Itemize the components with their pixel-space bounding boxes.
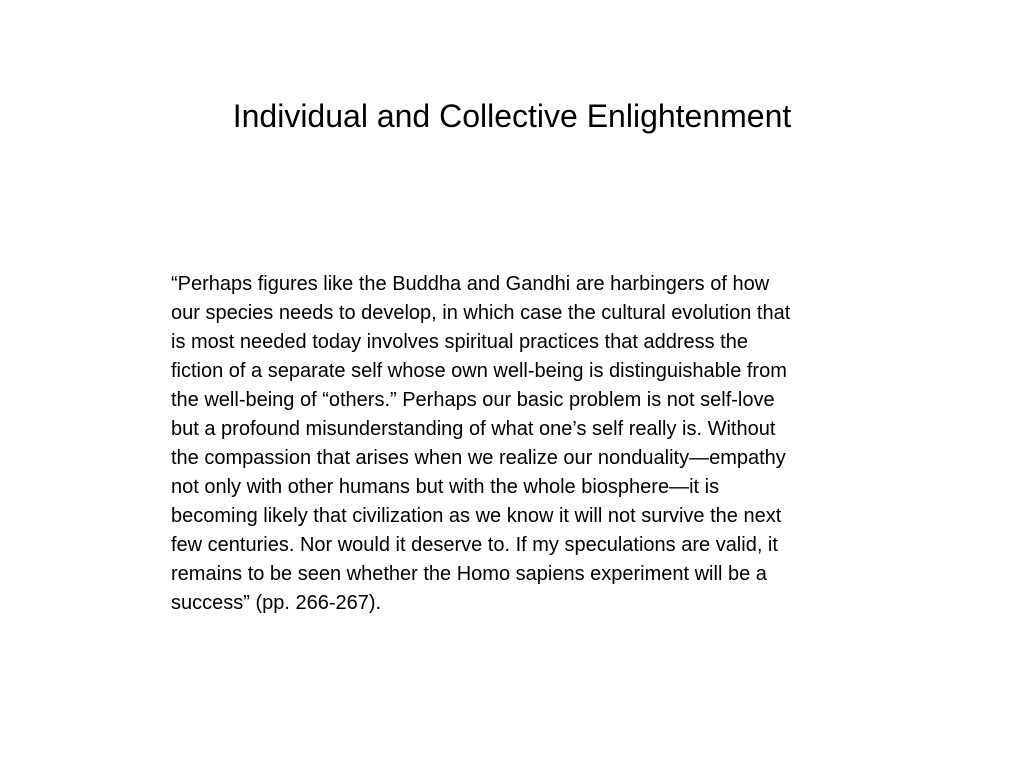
quote-line: fiction of a separate self whose own well-being is distinguishable from [171, 360, 787, 382]
quote-line: our species needs to develop, in which case the cultural evolution that [171, 302, 791, 324]
quote-line: the well-being of “others.” Perhaps our basic problem is not self-love [171, 389, 775, 411]
quote-line: is most needed today involves spiritual practices that address the [171, 331, 748, 353]
slide-title: Individual and Collective Enlightenment [232, 98, 792, 134]
quote-line: not only with other humans but with the whole biosphere—it is [171, 476, 720, 498]
quote-line: “Perhaps figures like the Buddha and Gandhi are harbingers of how [171, 273, 770, 295]
quote-line: but a profound misunderstanding of what one’s self really is. Without [171, 418, 776, 440]
quote-line: few centuries. Nor would it deserve to. If my speculations are valid, it [171, 534, 778, 556]
quote-line: success” (pp. 266-267). [171, 592, 382, 614]
quote-line: remains to be seen whether the Homo sapiens experiment will be a [171, 563, 767, 585]
quote-line: the compassion that arises when we realize our nonduality—empathy [171, 447, 786, 469]
quote-line: becoming likely that civilization as we know it will not survive the next [171, 505, 782, 527]
quote-block [171, 270, 931, 618]
